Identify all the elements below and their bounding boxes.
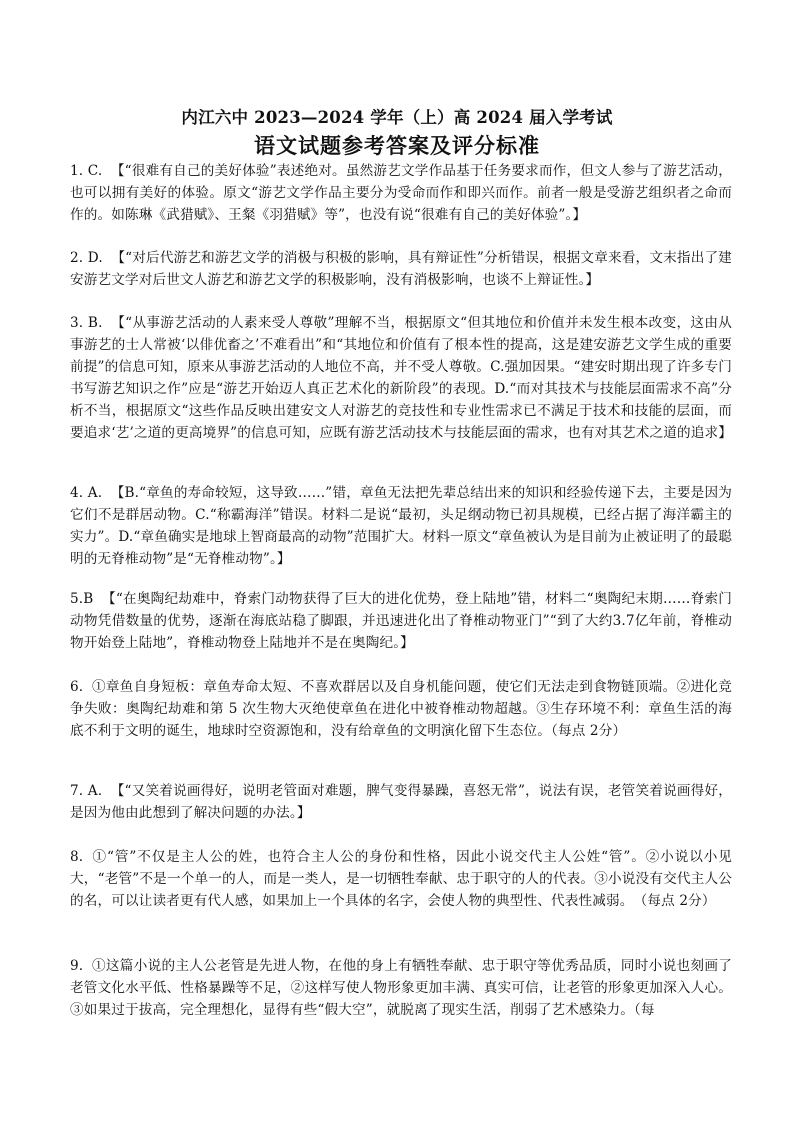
exam-title: 内江六中 2023—2024 学年（上）高 2024 届入学考试 (181, 108, 613, 127)
answer-number: 8. (70, 849, 84, 865)
answer-number: 2. D. (70, 250, 103, 266)
answer-item-1 (70, 160, 732, 226)
answer-text: 【“在奥陶纪劫难中，脊索门动物获得了巨大的进化优势，登上陆地”错，材料二“奥陶纪末期……脊索门动物凭借数量的优势，逐渐在海底站稳了脚跟，并迅速进化出了脊椎动物亚门”“到了大约3.7亿年前，脊椎动物开始登上陆地”，脊椎动物登上陆地并不是在奥陶纪。】 (70, 591, 732, 651)
answer-text: 【“对后代游艺和游艺文学的消极与积极的影响，具有辩证性”分析错误，根据文章来看，文末指出了建安游艺文学对后世文人游艺和游艺文学的积极影响，没有消极影响，也谈不上辩证性。】 (70, 250, 732, 288)
answer-number: 6. (70, 679, 84, 695)
answer-text: ①这篇小说的主人公老管是先进人物，在他的身上有牺牲奉献、忠于职守等优秀品质，同时小说也刻画了老管文化水平低、性格暴躁等不足，②这样写使人物形象更加丰满、真实可信，让老管的形象更加深入人心。③如果过于拔高，完全理想化，显得有些“假大空”，就脱离了现实生活，削弱了艺术感染力。（每 (70, 958, 732, 1018)
answer-item-7 (70, 780, 732, 824)
answer-item-2 (70, 247, 732, 291)
answer-item-3 (70, 312, 732, 444)
answer-text: ①“管”不仅是主人公的姓，也符合主人公的身份和性格，因此小说交代主人公姓“管”。②小说以小见大，“老管”不是一个单一的人，而是一类人，是一切牺牲奉献、忠于职守的人的代表。③小说没有交代主人公的名，可以让读者更有代人感，如果加上一个具体的名字，会使人物的典型性、代表性减弱。 （每点 2分） (70, 849, 732, 909)
answer-text: 【B.“章鱼的寿命较短，这导致……”错，章鱼无法把先辈总结出来的知识和经验传递下去，主要是因为它们不是群居动物。C.“称霸海洋”错误。材料二是说“最初，头足纲动物已初具规模，已经占据了海洋霸主的实力”。D.“章鱼确实是地球上智商最高的动物”范围扩大。材料一原文“章鱼被认为是目前为止被证明了的最聪明的无脊椎动物”是“无脊椎动物”。】 (70, 485, 732, 567)
document-title: 语文试题参考答案及评分标准 (254, 133, 540, 158)
answer-text: 【“又笑着说画得好，说明老管面对难题，脾气变得暴躁，喜怒无常”，说法有误，老管笑着说画得好，是因为他由此想到了解决问题的办法。】 (70, 783, 732, 821)
answer-text: 【“从事游艺活动的人素来受人尊敬”理解不当，根据原文“但其地位和价值并未发生根本改变，这由从事游艺的士人常被‘以俳优畜之’不难看出”和“其地位和价值有了根本性的提高，这是建安游艺文学生成的重要前提”的信息可知，原来从事游艺活动的人地位不高，并不受人尊敬。C.强加因果。“建安时期出现了许多专门书写游艺知识之作”应是“游艺开始迈人真正艺术化的新阶段”的表现。D.“而对其技术与技能层面需求不高”分析不当，根据原文“这些作品反映出建安文人对游艺的竞技性和专业性需求已不满足于技术和技能的层面，而要追求‘艺’之道的更高境界”的信息可知，应既有游艺活动技术与技能层面的需求，也有对其艺术之道的追求】 (70, 315, 732, 441)
answer-number: 5.B (70, 591, 94, 607)
answer-number: 7. A. (70, 783, 103, 799)
answer-text: ①章鱼自身短板：章鱼寿命太短、不喜欢群居以及自身机能问题，使它们无法走到食物链顶端。②进化竞争失败：奥陶纪劫难和第 5 次生物大灭绝使章鱼在进化中被脊椎动物超越。③生存环境不利：章鱼生活的海底不利于文明的诞生，地球时空资源饱和，没有给章鱼的文明演化留下生态位。（每点 2分） (70, 679, 732, 739)
answer-text: 【“很难有自己的美好体验”表述绝对。虽然游艺文学作品基于任务要求而作，但文人参与了游艺活动，也可以拥有美好的体验。原文“游艺文学作品主要分为受命而作和即兴而作。前者一般是受游艺组织者之命而作的。如陈琳《武猎赋》、王粲《羽猎赋》等”，也没有说“很难有自己的美好体验”。】 (70, 163, 732, 223)
answer-item-4 (70, 482, 732, 570)
answer-item-5 (70, 588, 732, 654)
answer-number: 1. C. (70, 163, 103, 179)
answer-number: 4. A. (70, 485, 103, 501)
answer-number: 9. (70, 958, 84, 974)
answer-item-9 (70, 955, 732, 1021)
answer-item-8 (70, 846, 732, 912)
answer-item-6 (70, 676, 732, 742)
answer-number: 3. B. (70, 315, 103, 331)
